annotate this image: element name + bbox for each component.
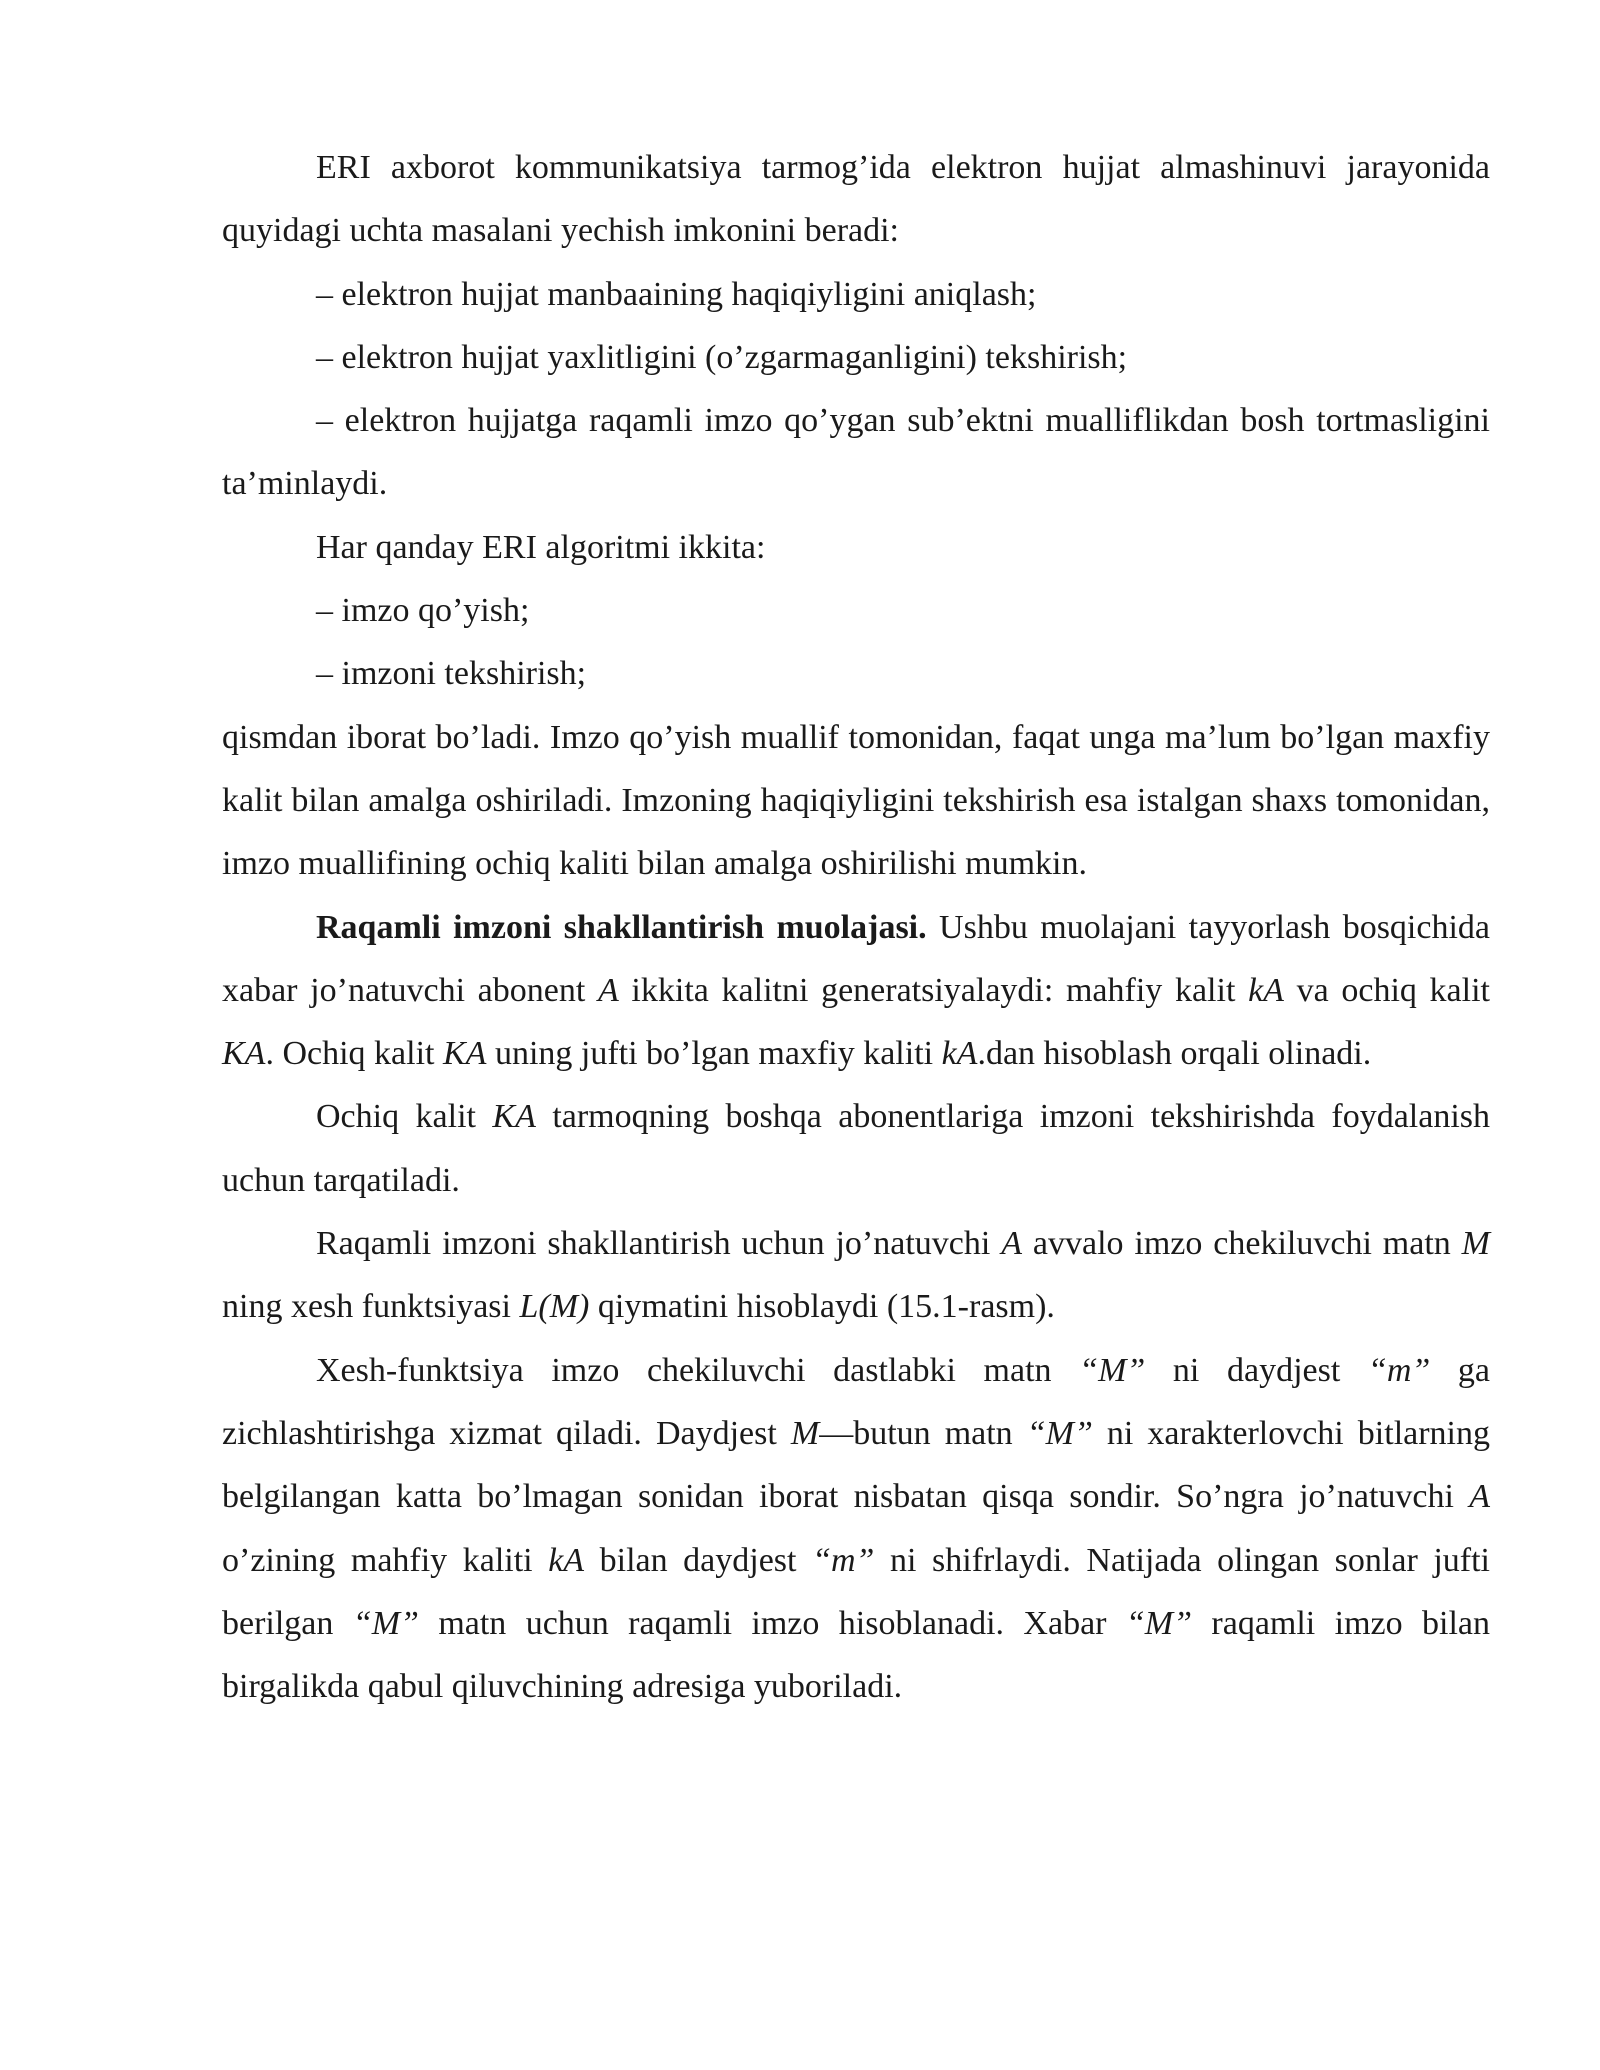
algorithm-part-2: – imzoni tekshirish; [316,655,587,693]
distribution-paragraph: Ochiq kalit KA tarmoqning boshqa abonentlariga imzoni tekshirishda foydalanish uchun tarqatiladi. [222,1098,1490,1199]
algorithm-part-1: – imzo qo’yish; [316,592,530,630]
procedure-paragraph: Raqamli imzoni shakllantirish muolajasi. Ushbu muolajani tayyorlash bosqichida xabar jo’natuvchi abonent A ikkita kalitni generatsiyalaydi: mahfiy kalit kA va ochiq kalit KA. Ochiq kalit KA uning jufti bo’lgan maxfiy kaliti kA.dan hisoblash orqali olinadi. [222,908,1491,1073]
digest-paragraph: Xesh-funktsiya imzo chekiluvchi dastlabki matn “M” ni daydjest “m” ga zichlashtirishga xizmat qiladi. Daydjest M—butun matn “M” ni xarakterlovchi bitlarning belgilangan katta bo’lmagan sonidan iborat nisbatan qisqa sondir. So’ngra jo’natuvchi A o’zining mahfiy kaliti kA bilan daydjest “m” ni shifrlaydi. Natijada olingan sonlar jufti berilgan “M” matn uchun raqamli imzo hisoblanadi. Xabar “M” raqamli imzo bilan birgalikda qabul qiluvchining adresiga yuboriladi. [222,1351,1490,1706]
algorithm-continuation: qismdan iborat bo’ladi. Imzo qo’yish muallif tomonidan, faqat unga ma’lum bo’lgan maxfiy kalit bilan amalga oshiriladi. Imzoning haqiqiyligini tekshirish esa istalgan shaxs tomonidan, imzo muallifining ochiq kaliti bilan amalga oshirilishi mumkin. [222,718,1490,883]
document-page [222,136,1490,1718]
task-item-2: – elektron hujjat yaxlitligini (o’zgarmaganligini) tekshirish; [316,338,1128,376]
task-item-3: – elektron hujjatga raqamli imzo qo’ygan sub’ektni mualliflikdan bosh tortmasligini ta’minlaydi. [222,402,1490,503]
task-item-1: – elektron hujjat manbaaining haqiqiyligini aniqlash; [316,275,1037,313]
procedure-heading: Raqamli imzoni shakllantirish muolajasi. [316,908,927,946]
intro-paragraph: ERI axborot kommunikatsiya tarmog’ida elektron hujjat almashinuvi jarayonida quyidagi uchta masalani yechish imkonini beradi: [222,149,1490,250]
hashing-paragraph: Raqamli imzoni shakllantirish uchun jo’natuvchi A avvalo imzo chekiluvchi matn M ning xesh funktsiyasi L(M) qiymatini hisoblaydi (15.1-rasm). [222,1225,1490,1326]
algorithm-lead: Har qanday ERI algoritmi ikkita: [316,528,766,566]
